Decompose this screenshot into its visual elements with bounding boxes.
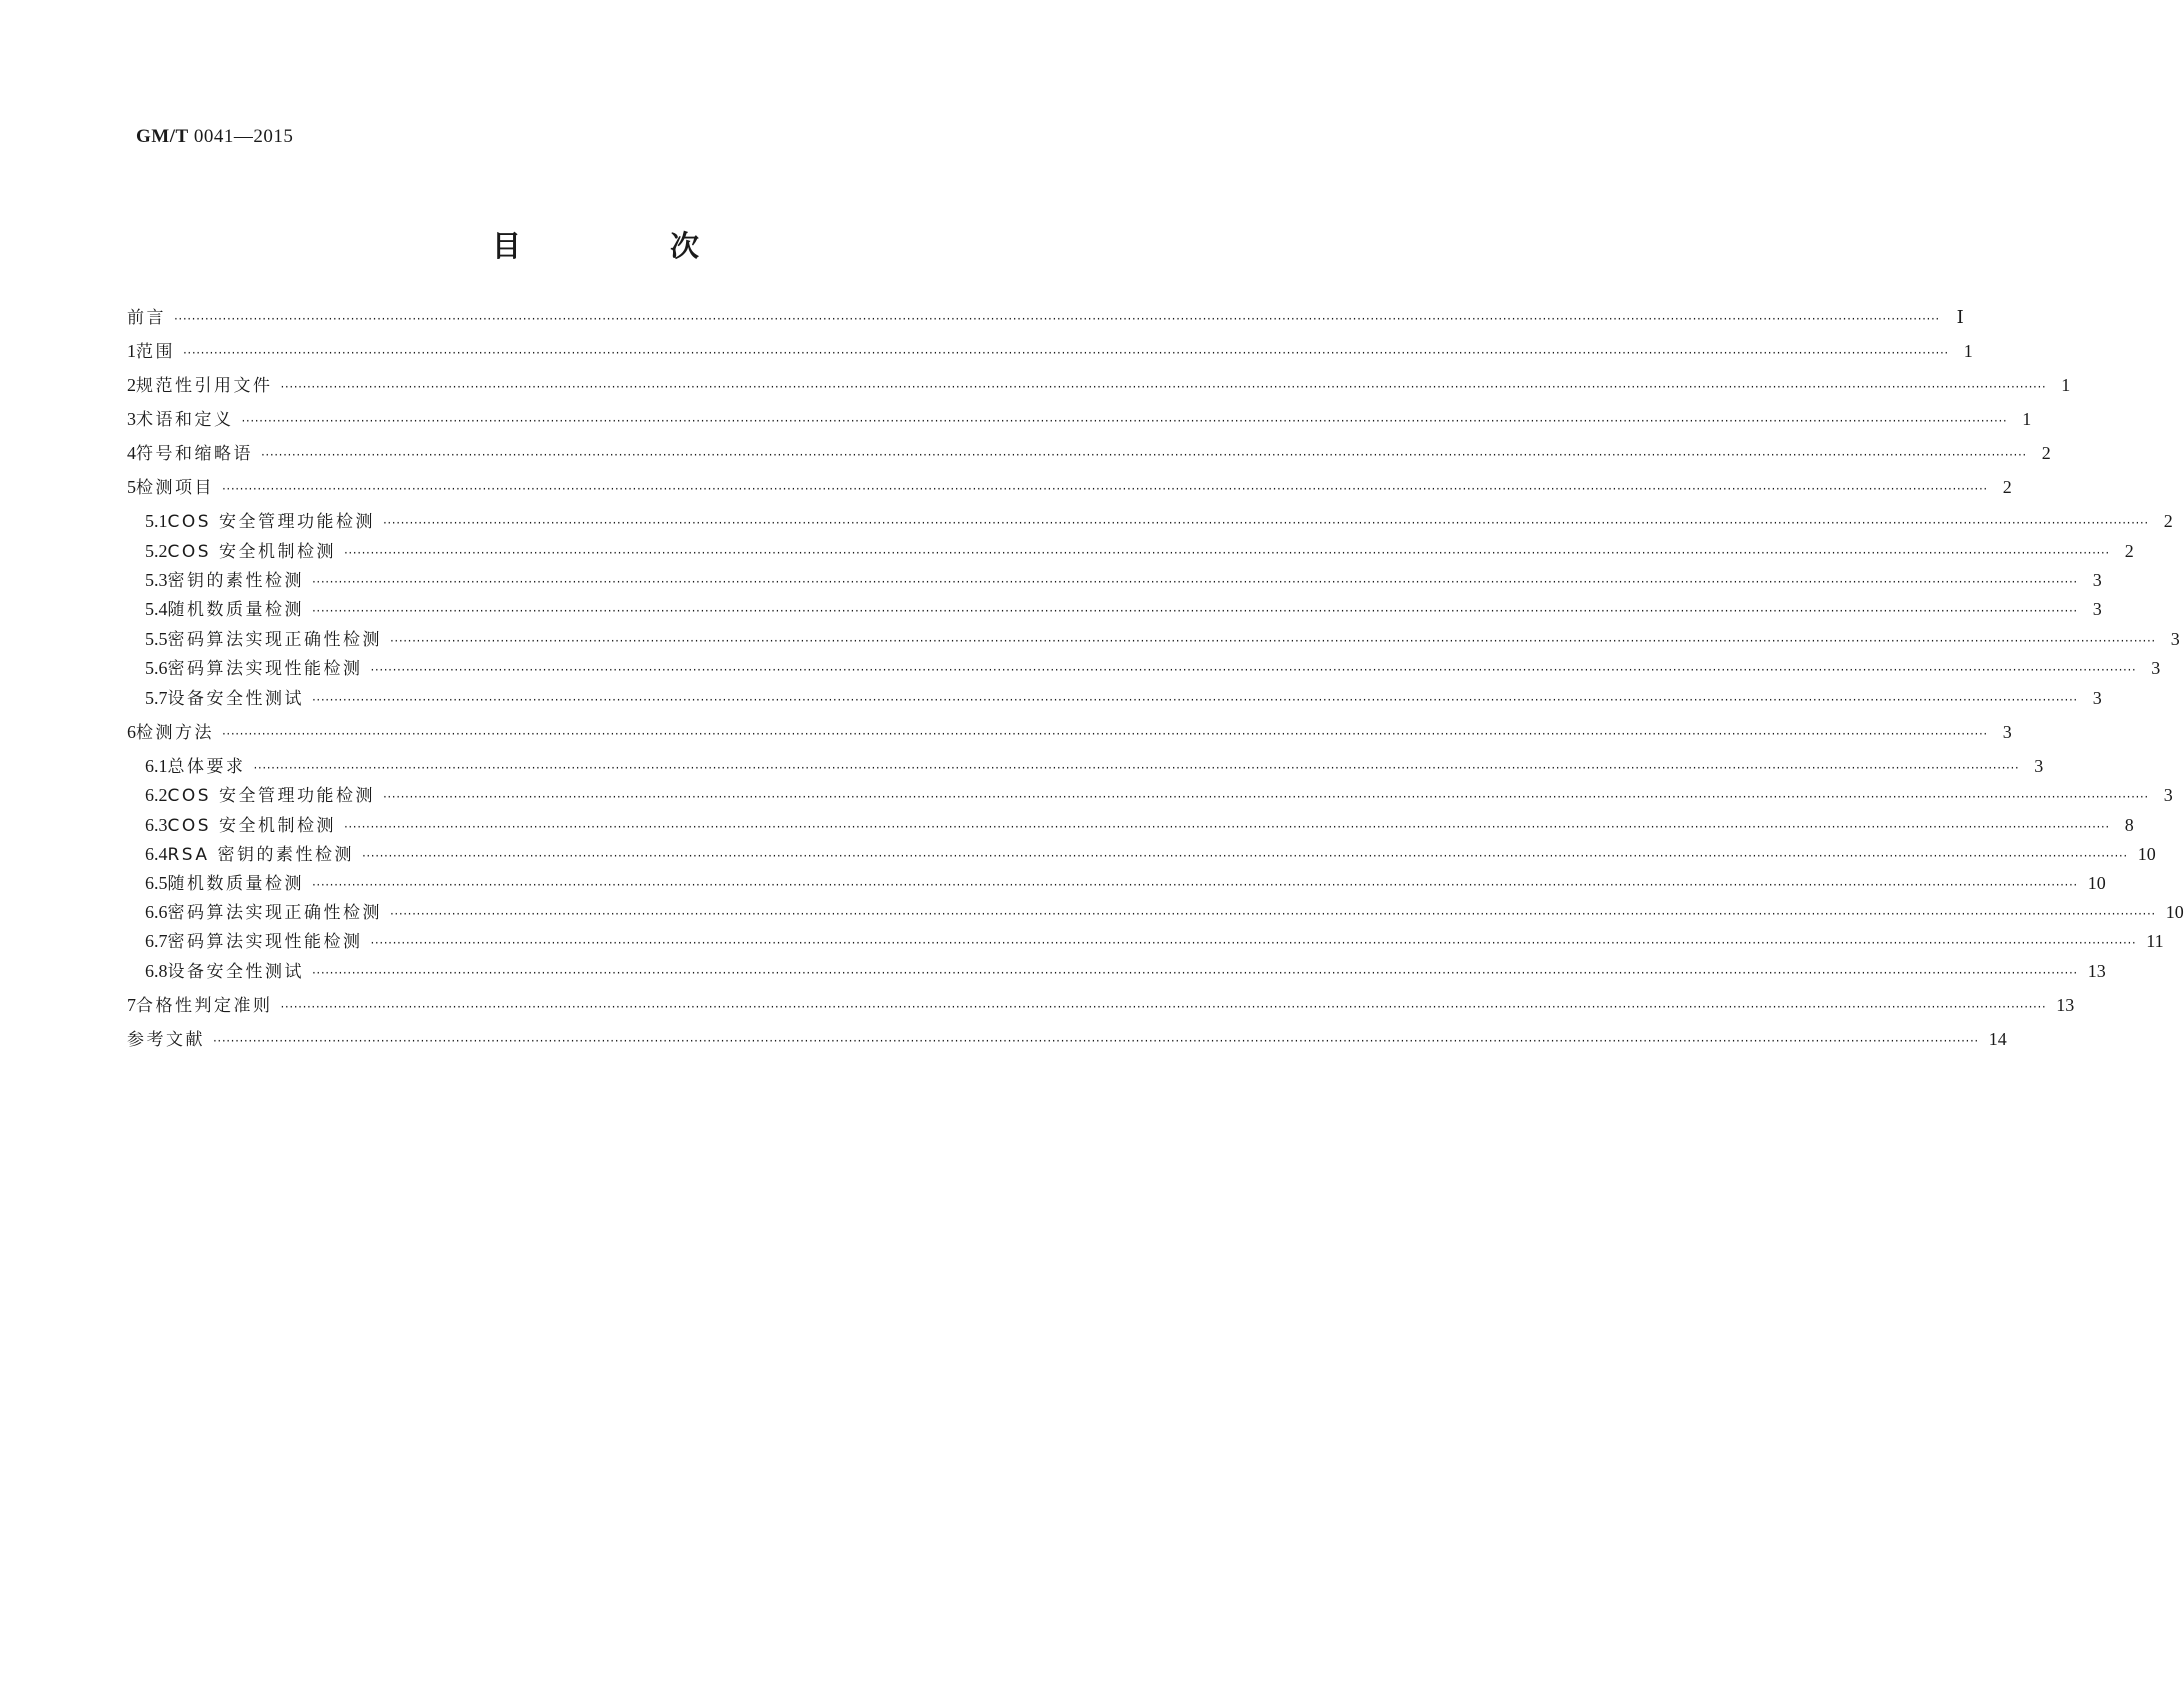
- toc-entry-label: RSA 密钥的素性检测: [167, 845, 354, 865]
- toc-entry[interactable]: [145, 871, 2106, 897]
- toc-entry[interactable]: [145, 959, 2106, 985]
- toc-entry[interactable]: [145, 627, 2180, 653]
- toc-entry-label: 前言: [127, 308, 166, 328]
- toc-entry-label: 符号和缩略语: [136, 444, 253, 464]
- toc-entry[interactable]: [127, 305, 1964, 331]
- toc-entry[interactable]: [127, 993, 2075, 1019]
- toc-entry[interactable]: [145, 842, 2156, 868]
- toc-entry-page: 3: [2092, 688, 2102, 708]
- dot-leader: ················································································································································································································································································································································································································: [370, 663, 2137, 677]
- toc-entry[interactable]: [127, 720, 2012, 746]
- toc-entry-label: COS 安全机制检测: [167, 816, 336, 836]
- toc-entry-label: 范围: [136, 342, 175, 362]
- toc-entry-page: 3: [2151, 658, 2161, 678]
- toc-entry-number: 2: [127, 375, 136, 395]
- toc-entry-number: 5.5: [145, 629, 168, 649]
- toc-entry-label: COS 安全机制检测: [167, 542, 336, 562]
- toc-title: 目 次: [491, 229, 759, 263]
- toc-entry-page: 3: [2170, 629, 2180, 649]
- toc-entry-label: 总体要求: [167, 757, 246, 777]
- toc-entry-number: 6: [127, 722, 136, 742]
- toc-entry-page: 2: [2124, 541, 2134, 561]
- toc-entry-page: 3: [2092, 599, 2102, 619]
- dot-leader: ················································································································································································································································································································································································································: [213, 1034, 1979, 1048]
- dot-leader: ················································································································································································································································································································································································································: [312, 878, 2078, 892]
- dot-leader: ················································································································································································································································································································································································································: [280, 380, 2047, 394]
- toc-entry-label: COS 安全管理功能检测: [167, 786, 375, 806]
- dot-leader: ················································································································································································································································································································································································································: [370, 936, 2137, 950]
- toc-entry-number: 5.1: [145, 511, 168, 531]
- dot-leader: ················································································································································································································································································································································································································: [174, 312, 1940, 326]
- toc-entry-number: 6.5: [145, 873, 168, 893]
- toc-entry[interactable]: [127, 339, 1973, 365]
- toc-entry-number: 7: [127, 995, 136, 1015]
- toc-entry-label: 随机数质量检测: [167, 600, 304, 620]
- toc-entry-page: 10: [2137, 844, 2156, 864]
- toc-entry[interactable]: [145, 813, 2134, 839]
- toc-entry-number: 6.7: [145, 931, 168, 951]
- dot-leader: ················································································································································································································································································································································································································: [382, 790, 2149, 804]
- toc-entry-number: 4: [127, 443, 136, 463]
- toc-entry[interactable]: [145, 656, 2161, 682]
- toc-entry-label: 术语和定义: [136, 410, 234, 430]
- dot-leader: ················································································································································································································································································································································································································: [343, 546, 2110, 560]
- toc-entry-label: 密码算法实现正确性检测: [167, 903, 382, 923]
- toc-entry-page: 3: [2002, 722, 2012, 742]
- toc-entry-label: 密码算法实现正确性检测: [167, 630, 382, 650]
- toc-entry-page: 13: [2056, 995, 2075, 1015]
- toc-entry-page: 1: [1963, 341, 1973, 361]
- toc-entry-label: 密钥的素性检测: [167, 571, 304, 591]
- dot-leader: ················································································································································································································································································································································································································: [390, 634, 2156, 648]
- toc-entry-page: 2: [2002, 477, 2012, 497]
- dot-leader: ················································································································································································································································································································································································································: [361, 849, 2128, 863]
- toc-entry-number: 6.8: [145, 961, 168, 981]
- toc-entry[interactable]: [145, 686, 2102, 712]
- toc-entry-label: COS 安全管理功能检测: [167, 512, 375, 532]
- toc-entry-label: 密码算法实现性能检测: [167, 659, 363, 679]
- toc-entry-number: 1: [127, 341, 136, 361]
- toc-entry-label: 密码算法实现性能检测: [167, 932, 363, 952]
- toc-entry-label: 检测项目: [136, 478, 214, 498]
- toc-entry[interactable]: [145, 509, 2173, 535]
- toc-entry[interactable]: [145, 929, 2164, 955]
- toc-entry-page: 8: [2124, 815, 2134, 835]
- toc-entry-page: 2: [2041, 443, 2051, 463]
- dot-leader: ················································································································································································································································································································································································································: [241, 414, 2008, 428]
- toc-entry-label: 设备安全性测试: [167, 962, 304, 982]
- toc-entry[interactable]: [127, 407, 2032, 433]
- toc-entry-page: 1: [2061, 375, 2071, 395]
- toc-entry[interactable]: [127, 441, 2051, 467]
- dot-leader: ················································································································································································································································································································································································································: [280, 1000, 2047, 1014]
- toc-entry-page: Ⅰ: [1956, 307, 1964, 327]
- dot-leader: ················································································································································································································································································································································································································: [312, 575, 2078, 589]
- dot-leader: ················································································································································································································································································································································································································: [312, 693, 2078, 707]
- toc-entry[interactable]: [127, 475, 2012, 501]
- toc-entry[interactable]: [145, 754, 2044, 780]
- toc-entry-number: 5.7: [145, 688, 168, 708]
- dot-leader: ················································································································································································································································································································································································································: [222, 727, 1988, 741]
- toc-entry-page: 10: [2165, 902, 2184, 922]
- dot-leader: ················································································································································································································································································································································································································: [253, 761, 2020, 775]
- toc-entry-number: 6.6: [145, 902, 168, 922]
- dot-leader: ················································································································································································································································································································································································································: [343, 820, 2110, 834]
- dot-leader: ················································································································································································································································································································································································································: [390, 907, 2156, 921]
- toc-entry-page: 2: [2163, 511, 2173, 531]
- toc-entry[interactable]: [145, 568, 2102, 594]
- toc-entry-number: 5.3: [145, 570, 168, 590]
- dot-leader: ················································································································································································································································································································································································································: [382, 516, 2149, 530]
- standard-number: 0041—2015: [193, 126, 294, 147]
- toc-entry-page: 3: [2034, 756, 2044, 776]
- toc-entry-page: 3: [2092, 570, 2102, 590]
- dot-leader: ················································································································································································································································································································································································································: [183, 346, 1949, 360]
- toc-entry-number: 5: [127, 477, 136, 497]
- standard-prefix: GM/T: [136, 126, 189, 147]
- toc-entry-label: 检测方法: [136, 723, 214, 743]
- toc-entry-number: 5.4: [145, 599, 168, 619]
- toc-entry-page: 10: [2087, 873, 2106, 893]
- toc-entry-label: 合格性判定准则: [136, 996, 273, 1016]
- toc-entry-number: 6.1: [145, 756, 168, 776]
- toc-entry-label: 设备安全性测试: [167, 689, 304, 709]
- toc-entry[interactable]: [145, 783, 2173, 809]
- dot-leader: ················································································································································································································································································································································································································: [312, 604, 2078, 618]
- toc-entry-page: 13: [2087, 961, 2106, 981]
- toc-entry[interactable]: [145, 900, 2184, 926]
- toc-entry-page: 3: [2163, 785, 2173, 805]
- dot-leader: ················································································································································································································································································································································································································: [222, 482, 1988, 496]
- toc-entry-page: 11: [2146, 931, 2164, 951]
- toc-entry-page: 14: [1988, 1029, 2007, 1049]
- toc-entry[interactable]: [127, 1027, 2007, 1053]
- toc-entry-number: 5.6: [145, 658, 168, 678]
- toc-entry-number: 6.2: [145, 785, 168, 805]
- toc-entry-number: 6.3: [145, 815, 168, 835]
- toc-entry-label: 参考文献: [127, 1030, 205, 1050]
- toc-entry-page: 1: [2022, 409, 2032, 429]
- toc-entry-number: 6.4: [145, 844, 168, 864]
- toc-entry-number: 3: [127, 409, 136, 429]
- toc-entry[interactable]: [127, 373, 2071, 399]
- dot-leader: ················································································································································································································································································································································································································: [312, 966, 2078, 980]
- dot-leader: ················································································································································································································································································································································································································: [261, 448, 2027, 462]
- toc-entry[interactable]: [145, 597, 2102, 623]
- toc-entry-label: 随机数质量检测: [167, 874, 304, 894]
- toc-entry-number: 5.2: [145, 541, 168, 561]
- toc-entry-label: 规范性引用文件: [136, 376, 273, 396]
- toc-entry[interactable]: [145, 539, 2134, 565]
